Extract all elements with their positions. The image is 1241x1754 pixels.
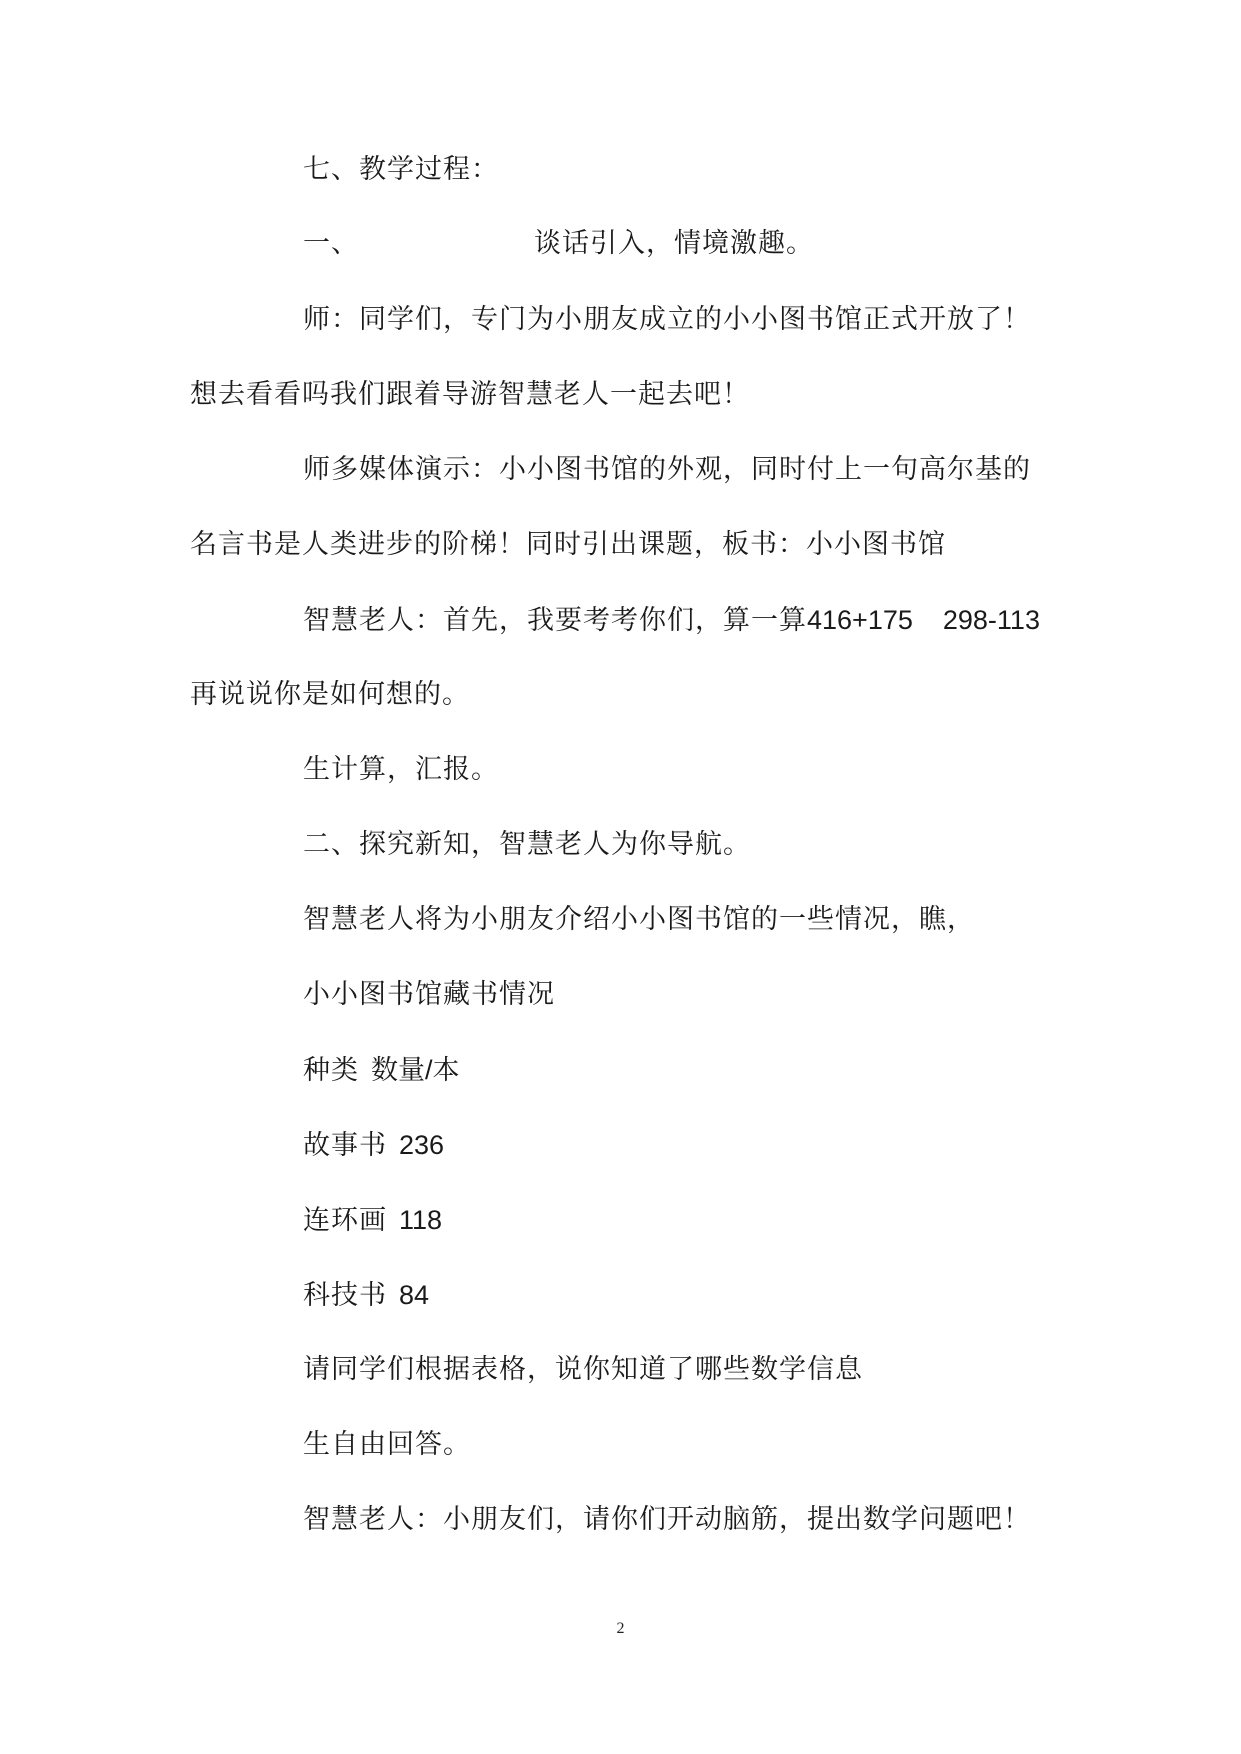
paragraph-line: 再说说你是如何想的。 <box>190 679 470 710</box>
paragraph-line: 名言书是人类进步的阶梯！同时引出课题，板书：小小图书馆 <box>190 529 946 560</box>
table-row <box>303 1202 442 1239</box>
calculation-prompt: 智慧老人：首先，我要考考你们，算一算 <box>303 605 807 636</box>
table-row <box>303 1277 429 1314</box>
step-one-title: 谈话引入，情境激趣。 <box>534 228 814 259</box>
paragraph-line: 智慧老人将为小朋友介绍小小图书馆的一些情况，瞧， <box>303 904 975 935</box>
table-row <box>303 1127 444 1164</box>
table-header-row <box>303 1052 460 1089</box>
paragraph-line: 想去看看吗我们跟着导游智慧老人一起去吧！ <box>190 379 750 410</box>
paragraph-line: 请同学们根据表格，说你知道了哪些数学信息 <box>303 1354 863 1385</box>
step-one-heading <box>303 226 814 262</box>
table-cell-category: 科技书 <box>303 1280 387 1311</box>
paragraph-line: 师：同学们，专门为小朋友成立的小小图书馆正式开放了！ <box>303 304 1031 335</box>
table-cell-category: 故事书 <box>303 1130 387 1161</box>
table-title: 小小图书馆藏书情况 <box>303 979 555 1010</box>
paragraph-line: 生自由回答。 <box>303 1429 471 1460</box>
calculation-expression-1: 416+175 <box>807 605 913 635</box>
paragraph-line: 智慧老人：小朋友们，请你们开动脑筋，提出数学问题吧！ <box>303 1504 1031 1535</box>
table-header-quantity: 数量/本 <box>371 1055 460 1085</box>
table-cell-quantity: 236 <box>399 1130 445 1160</box>
step-one-number: 一、 <box>303 228 359 259</box>
table-cell-quantity: 118 <box>399 1205 443 1235</box>
calculation-expression-2: 298-113 <box>942 605 1040 635</box>
table-cell-quantity: 84 <box>399 1280 430 1310</box>
paragraph-line: 生计算，汇报。 <box>303 754 499 785</box>
paragraph-line: 师多媒体演示：小小图书馆的外观，同时付上一句高尔基的 <box>303 454 1031 485</box>
section-heading-teaching-process: 七、教学过程： <box>303 154 499 185</box>
table-cell-category: 连环画 <box>303 1205 387 1236</box>
step-two-heading: 二、探究新知，智慧老人为你导航。 <box>303 829 751 860</box>
calculation-line <box>303 602 1040 639</box>
table-header-category: 种类 <box>303 1055 359 1086</box>
page-number: 2 <box>616 1620 625 1637</box>
